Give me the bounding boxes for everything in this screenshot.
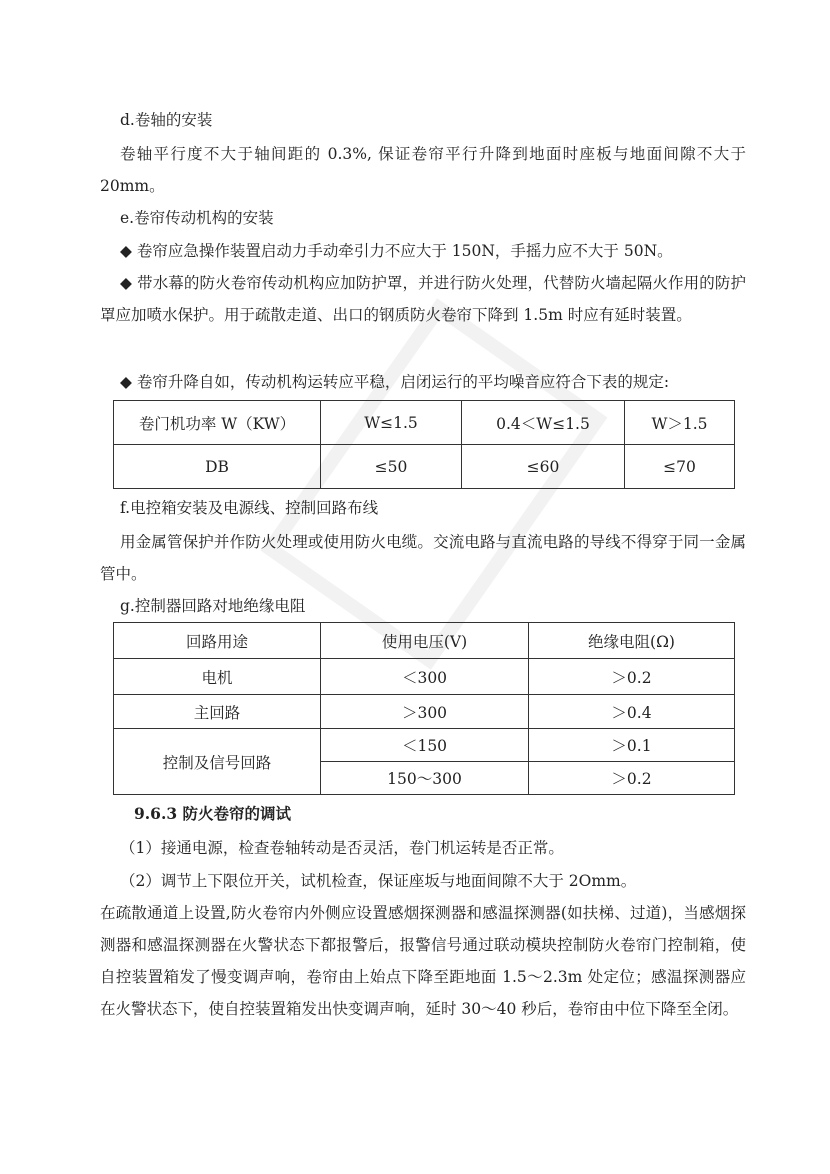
- table-header: 回路用途: [114, 623, 321, 659]
- step-2: （2）调节上下限位开关，试机检查，保证座坂与地面间隙不大于 2Omm。: [120, 872, 637, 890]
- noise-table: [113, 400, 735, 489]
- f-text: 用金属管保护并作防火处理或使用防火电缆。交流电路与直流电路的导线不得穿于同一金属管中。: [100, 533, 746, 583]
- table-cell: ≤50: [321, 445, 462, 489]
- table-cell: ＞0.2: [529, 659, 735, 695]
- table-cell: 控制及信号回路: [114, 729, 321, 795]
- table-cell: 电机: [114, 659, 321, 695]
- table-cell: ≤60: [462, 445, 625, 489]
- table-row: [114, 659, 735, 695]
- section-heading: 9.6.3 防火卷帘的调试: [134, 804, 292, 823]
- table-cell: 主回路: [114, 695, 321, 729]
- table-row: [114, 445, 735, 489]
- table-cell: 卷门机功率 W（KW）: [114, 401, 321, 445]
- table-cell: ＞0.2: [529, 762, 735, 795]
- table-header: 绝缘电阻(Ω): [529, 623, 735, 659]
- table-cell: ＜150: [321, 729, 529, 762]
- e-bullet-1: ◆ 卷帘应急操作装置启动力手动牵引力不应大于 150N，手摇力应不大于 50N。: [120, 242, 673, 260]
- table-cell: ＞0.4: [529, 695, 735, 729]
- final-paragraph: 在疏散通道上设置,防火卷帘内外侧应设置感烟探测器和感温探测器(如扶梯、过道)，当感烟探测器和感温探测器在火警状态下都报警后，报警信号通过联动模块控制防火卷帘门控制箱，使自控装置箱发了慢变调声响，卷帘由上始点下降至距地面 1.5～2.3m 处定位；感温探测器应在火警状态下，使自控装置箱发出快变调声响，延时 30～40 秒后，卷帘由中位下降至全闭。: [100, 904, 746, 1018]
- table-cell: 150～300: [321, 762, 529, 795]
- e-title: e.卷帘传动机构的安装: [120, 209, 274, 227]
- d-title: d.卷轴的安装: [120, 111, 213, 129]
- table-row: [114, 401, 735, 445]
- table-row: [114, 729, 735, 762]
- table-row: [114, 623, 735, 659]
- table-row: [114, 695, 735, 729]
- e-bullet-3: ◆ 卷帘升降自如，传动机构运转应平稳，启闭运行的平均噪音应符合下表的规定:: [120, 373, 670, 391]
- table-cell: ＜300: [321, 659, 529, 695]
- d-text: 卷轴平行度不大于轴间距的 0.3%, 保证卷帘平行升降到地面时座板与地面间隙不大于 20mm。: [100, 145, 746, 195]
- insulation-table: [113, 622, 735, 795]
- g-title: g.控制器回路对地绝缘电阻: [120, 597, 306, 615]
- table-cell: W≤1.5: [321, 401, 462, 445]
- table-cell: ＞300: [321, 695, 529, 729]
- table-cell: ＞0.1: [529, 729, 735, 762]
- step-1: （1）接通电源，检查卷轴转动是否灵活，卷门机运转是否正常。: [120, 839, 564, 857]
- table-cell: DB: [114, 445, 321, 489]
- f-title: f.电控箱安装及电源线、控制回路布线: [120, 499, 379, 517]
- table-cell: ≤70: [625, 445, 735, 489]
- e-bullet-2: ◆ 带水幕的防火卷帘传动机构应加防护罩，并进行防火处理，代替防火墙起隔火作用的防护罩应加喷水保护。用于疏散走道、出口的钢质防火卷帘下降到 1.5m 时应有延时装置。: [100, 274, 746, 324]
- table-header: 使用电压(V): [321, 623, 529, 659]
- table-cell: 0.4＜W≤1.5: [462, 401, 625, 445]
- table-cell: W＞1.5: [625, 401, 735, 445]
